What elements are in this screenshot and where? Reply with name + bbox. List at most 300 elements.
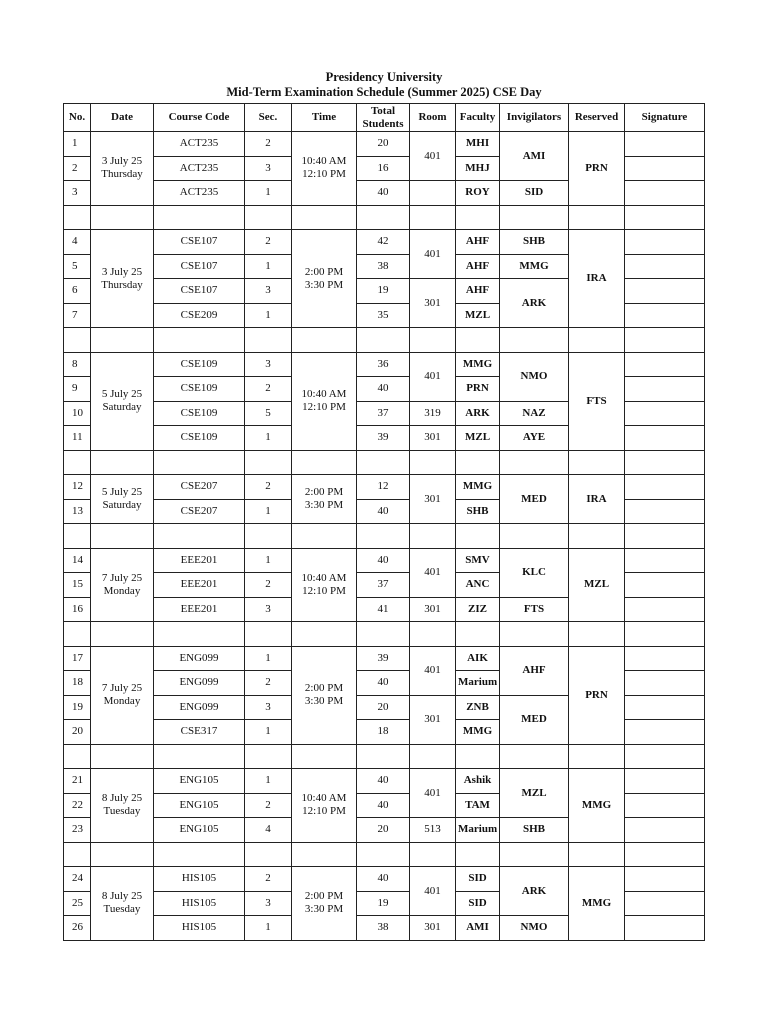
- end-time: 3:30 PM: [304, 903, 344, 916]
- empty-cell: [569, 524, 625, 549]
- total-students: 20: [357, 818, 410, 843]
- separator-row: [64, 524, 705, 549]
- row-number: 22: [64, 793, 91, 818]
- row-number: 18: [64, 671, 91, 696]
- empty-cell: [357, 744, 410, 769]
- signature-cell: [625, 426, 705, 451]
- empty-cell: [292, 205, 357, 230]
- total-students: 19: [357, 279, 410, 304]
- empty-cell: [245, 328, 292, 353]
- invigilator-cell: SHB: [500, 818, 569, 843]
- date-text: 5 July 25: [101, 388, 143, 400]
- faculty: ZIZ: [456, 597, 500, 622]
- course-code: ENG105: [154, 769, 245, 794]
- weekday-text: Thursday: [101, 168, 143, 181]
- room-cell: 401: [410, 352, 456, 401]
- room-cell: 301: [410, 597, 456, 622]
- faculty: MMG: [456, 352, 500, 377]
- row-number: 19: [64, 695, 91, 720]
- empty-cell: [91, 328, 154, 353]
- section: 3: [245, 597, 292, 622]
- section: 1: [245, 720, 292, 745]
- empty-cell: [410, 450, 456, 475]
- signature-cell: [625, 230, 705, 255]
- university-name: Presidency University: [325, 70, 443, 84]
- signature-cell: [625, 279, 705, 304]
- empty-cell: [292, 744, 357, 769]
- separator-row: [64, 622, 705, 647]
- course-code: EEE201: [154, 548, 245, 573]
- section: 1: [245, 548, 292, 573]
- total-students: 40: [357, 793, 410, 818]
- faculty: ANC: [456, 573, 500, 598]
- faculty: SID: [456, 891, 500, 916]
- empty-cell: [500, 205, 569, 230]
- empty-cell: [292, 328, 357, 353]
- empty-cell: [292, 450, 357, 475]
- section: 4: [245, 818, 292, 843]
- invigilator-cell: KLC: [500, 548, 569, 597]
- signature-cell: [625, 132, 705, 157]
- course-code: CSE107: [154, 230, 245, 255]
- section: 1: [245, 646, 292, 671]
- empty-cell: [410, 205, 456, 230]
- room-cell: 319: [410, 401, 456, 426]
- empty-cell: [456, 842, 500, 867]
- total-students: 19: [357, 891, 410, 916]
- schedule-title: Mid-Term Examination Schedule (Summer 2025) CSE Day: [226, 85, 542, 99]
- course-code: ENG099: [154, 646, 245, 671]
- invigilator-cell: MMG: [500, 254, 569, 279]
- signature-cell: [625, 573, 705, 598]
- empty-cell: [154, 622, 245, 647]
- total-students: 40: [357, 671, 410, 696]
- invigilator-cell: SID: [500, 181, 569, 206]
- room-cell: 401: [410, 230, 456, 279]
- time-cell: [292, 548, 357, 622]
- header-invigilators: Invigilators: [500, 104, 569, 132]
- date-cell: [91, 475, 154, 524]
- room-cell: 401: [410, 548, 456, 597]
- header-total-students: Total Students: [357, 104, 410, 132]
- faculty: ZNB: [456, 695, 500, 720]
- course-code: CSE207: [154, 475, 245, 500]
- start-time: 2:00 PM: [304, 486, 344, 498]
- start-time: 2:00 PM: [304, 682, 344, 694]
- section: 2: [245, 573, 292, 598]
- table-row: [64, 769, 705, 794]
- section: 3: [245, 695, 292, 720]
- header-course-code: Course Code: [154, 104, 245, 132]
- total-students: 38: [357, 916, 410, 941]
- room-cell: 301: [410, 475, 456, 524]
- header-sec: Sec.: [245, 104, 292, 132]
- signature-cell: [625, 646, 705, 671]
- table-row: [64, 646, 705, 671]
- header-room: Room: [410, 104, 456, 132]
- signature-cell: [625, 793, 705, 818]
- total-students: 40: [357, 181, 410, 206]
- date-cell: [91, 352, 154, 450]
- header-no: No.: [64, 104, 91, 132]
- date-cell: [91, 646, 154, 744]
- header-reserved: Reserved: [569, 104, 625, 132]
- empty-cell: [410, 328, 456, 353]
- empty-cell: [410, 622, 456, 647]
- weekday-text: Saturday: [102, 499, 142, 511]
- date-cell: [91, 230, 154, 328]
- date-cell: [91, 132, 154, 206]
- course-code: CSE209: [154, 303, 245, 328]
- faculty: Ashik: [456, 769, 500, 794]
- faculty: ROY: [456, 181, 500, 206]
- room-cell: 401: [410, 132, 456, 181]
- faculty: SID: [456, 867, 500, 892]
- faculty: Marium: [456, 818, 500, 843]
- total-students: 18: [357, 720, 410, 745]
- empty-cell: [154, 842, 245, 867]
- section: 2: [245, 793, 292, 818]
- empty-cell: [245, 524, 292, 549]
- time-cell: [292, 646, 357, 744]
- empty-cell: [569, 622, 625, 647]
- empty-cell: [625, 842, 705, 867]
- empty-cell: [500, 744, 569, 769]
- signature-cell: [625, 548, 705, 573]
- room-cell: 301: [410, 279, 456, 328]
- empty-cell: [500, 524, 569, 549]
- invigilator-cell: SHB: [500, 230, 569, 255]
- course-code: ENG099: [154, 695, 245, 720]
- invigilator-cell: MED: [500, 475, 569, 524]
- start-time: 2:00 PM: [304, 890, 344, 903]
- signature-cell: [625, 181, 705, 206]
- empty-cell: [91, 524, 154, 549]
- empty-cell: [625, 622, 705, 647]
- section: 2: [245, 671, 292, 696]
- reserved-cell: IRA: [569, 230, 625, 328]
- end-time: 3:30 PM: [304, 499, 344, 511]
- end-time: 12:10 PM: [302, 401, 346, 413]
- date-text: 5 July 25: [101, 486, 143, 498]
- reserved-cell: PRN: [569, 646, 625, 744]
- course-code: CSE109: [154, 377, 245, 402]
- empty-cell: [500, 328, 569, 353]
- empty-cell: [64, 524, 91, 549]
- signature-cell: [625, 303, 705, 328]
- room-cell: [410, 181, 456, 206]
- invigilator-cell: AHF: [500, 646, 569, 695]
- reserved-cell: IRA: [569, 475, 625, 524]
- weekday-text: Thursday: [101, 278, 143, 291]
- date-text: 3 July 25: [101, 265, 143, 278]
- empty-cell: [245, 744, 292, 769]
- total-students: 38: [357, 254, 410, 279]
- row-number: 24: [64, 867, 91, 892]
- total-students: 40: [357, 769, 410, 794]
- empty-cell: [410, 744, 456, 769]
- section: 2: [245, 377, 292, 402]
- course-code: CSE107: [154, 254, 245, 279]
- room-cell: 513: [410, 818, 456, 843]
- empty-cell: [91, 744, 154, 769]
- faculty: SHB: [456, 499, 500, 524]
- empty-cell: [569, 328, 625, 353]
- total-students: 40: [357, 548, 410, 573]
- section: 2: [245, 867, 292, 892]
- invigilator-cell: ARK: [500, 279, 569, 328]
- exam-schedule-table: [63, 103, 705, 941]
- room-cell: 301: [410, 916, 456, 941]
- reserved-cell: FTS: [569, 352, 625, 450]
- time-cell: [292, 769, 357, 843]
- reserved-cell: PRN: [569, 132, 625, 206]
- signature-cell: [625, 891, 705, 916]
- time-cell: [292, 132, 357, 206]
- weekday-text: Tuesday: [103, 805, 141, 818]
- row-number: 5: [64, 254, 91, 279]
- weekday-text: Saturday: [102, 401, 142, 413]
- total-students: 40: [357, 377, 410, 402]
- room-cell: 401: [410, 646, 456, 695]
- empty-cell: [500, 622, 569, 647]
- total-students: 42: [357, 230, 410, 255]
- invigilator-cell: NMO: [500, 916, 569, 941]
- row-number: 14: [64, 548, 91, 573]
- date-text: 8 July 25: [101, 890, 143, 903]
- empty-cell: [154, 205, 245, 230]
- empty-cell: [625, 328, 705, 353]
- total-students: 16: [357, 156, 410, 181]
- empty-cell: [456, 450, 500, 475]
- section: 1: [245, 181, 292, 206]
- course-code: EEE201: [154, 597, 245, 622]
- row-number: 13: [64, 499, 91, 524]
- empty-cell: [91, 622, 154, 647]
- empty-cell: [64, 450, 91, 475]
- empty-cell: [292, 622, 357, 647]
- date-cell: [91, 548, 154, 622]
- table-row: [64, 132, 705, 157]
- row-number: 11: [64, 426, 91, 451]
- reserved-cell: MMG: [569, 867, 625, 941]
- time-cell: [292, 475, 357, 524]
- start-time: 10:40 AM: [301, 155, 347, 168]
- weekday-text: Tuesday: [103, 903, 141, 916]
- header-date: Date: [91, 104, 154, 132]
- section: 1: [245, 916, 292, 941]
- row-number: 4: [64, 230, 91, 255]
- room-cell: 301: [410, 695, 456, 744]
- course-code: HIS105: [154, 916, 245, 941]
- course-code: ACT235: [154, 132, 245, 157]
- empty-cell: [569, 744, 625, 769]
- total-students: 40: [357, 867, 410, 892]
- start-time: 10:40 AM: [301, 792, 347, 805]
- row-number: 7: [64, 303, 91, 328]
- empty-cell: [91, 205, 154, 230]
- section: 2: [245, 475, 292, 500]
- faculty: TAM: [456, 793, 500, 818]
- total-students: 36: [357, 352, 410, 377]
- signature-cell: [625, 156, 705, 181]
- empty-cell: [357, 450, 410, 475]
- empty-cell: [245, 450, 292, 475]
- faculty: AIK: [456, 646, 500, 671]
- start-time: 10:40 AM: [301, 388, 347, 400]
- empty-cell: [64, 744, 91, 769]
- empty-cell: [154, 744, 245, 769]
- empty-cell: [245, 622, 292, 647]
- invigilator-cell: NMO: [500, 352, 569, 401]
- schedule-body: [64, 132, 705, 941]
- row-number: 6: [64, 279, 91, 304]
- section: 1: [245, 254, 292, 279]
- separator-row: [64, 328, 705, 353]
- total-students: 41: [357, 597, 410, 622]
- total-students: 39: [357, 646, 410, 671]
- row-number: 23: [64, 818, 91, 843]
- signature-cell: [625, 867, 705, 892]
- total-students: 35: [357, 303, 410, 328]
- section: 3: [245, 352, 292, 377]
- empty-cell: [154, 450, 245, 475]
- time-cell: [292, 352, 357, 450]
- room-cell: 401: [410, 769, 456, 818]
- weekday-text: Monday: [103, 584, 141, 597]
- course-code: CSE207: [154, 499, 245, 524]
- separator-row: [64, 450, 705, 475]
- faculty: MMG: [456, 720, 500, 745]
- separator-row: [64, 744, 705, 769]
- date-text: 7 July 25: [101, 571, 143, 584]
- faculty: AHF: [456, 230, 500, 255]
- header-time: Time: [292, 104, 357, 132]
- empty-cell: [91, 450, 154, 475]
- empty-cell: [357, 328, 410, 353]
- row-number: 3: [64, 181, 91, 206]
- section: 1: [245, 769, 292, 794]
- faculty: SMV: [456, 548, 500, 573]
- empty-cell: [154, 524, 245, 549]
- section: 2: [245, 132, 292, 157]
- row-number: 25: [64, 891, 91, 916]
- row-number: 21: [64, 769, 91, 794]
- section: 2: [245, 230, 292, 255]
- separator-row: [64, 205, 705, 230]
- empty-cell: [456, 744, 500, 769]
- invigilator-cell: MED: [500, 695, 569, 744]
- end-time: 3:30 PM: [304, 695, 344, 707]
- empty-cell: [64, 622, 91, 647]
- faculty: MZL: [456, 303, 500, 328]
- total-students: 20: [357, 695, 410, 720]
- header-faculty: Faculty: [456, 104, 500, 132]
- empty-cell: [456, 328, 500, 353]
- date-cell: [91, 867, 154, 941]
- course-code: CSE107: [154, 279, 245, 304]
- section: 3: [245, 891, 292, 916]
- section: 3: [245, 156, 292, 181]
- empty-cell: [569, 450, 625, 475]
- end-time: 12:10 PM: [302, 805, 346, 818]
- empty-cell: [569, 205, 625, 230]
- course-code: ENG105: [154, 793, 245, 818]
- header-signature: Signature: [625, 104, 705, 132]
- signature-cell: [625, 377, 705, 402]
- table-row: [64, 867, 705, 892]
- time-cell: [292, 867, 357, 941]
- start-time: 2:00 PM: [304, 265, 344, 278]
- table-row: [64, 352, 705, 377]
- empty-cell: [456, 524, 500, 549]
- separator-row: [64, 842, 705, 867]
- section: 1: [245, 303, 292, 328]
- signature-cell: [625, 499, 705, 524]
- empty-cell: [569, 842, 625, 867]
- header-row: [64, 104, 705, 132]
- signature-cell: [625, 671, 705, 696]
- end-time: 3:30 PM: [304, 278, 344, 291]
- row-number: 15: [64, 573, 91, 598]
- faculty: AMI: [456, 916, 500, 941]
- signature-cell: [625, 254, 705, 279]
- signature-cell: [625, 695, 705, 720]
- weekday-text: Monday: [103, 695, 141, 707]
- course-code: ENG099: [154, 671, 245, 696]
- end-time: 12:10 PM: [302, 584, 346, 597]
- room-cell: 401: [410, 867, 456, 916]
- row-number: 1: [64, 132, 91, 157]
- course-code: ACT235: [154, 156, 245, 181]
- empty-cell: [456, 205, 500, 230]
- invigilator-cell: MZL: [500, 769, 569, 818]
- faculty: MHJ: [456, 156, 500, 181]
- empty-cell: [625, 744, 705, 769]
- table-row: [64, 548, 705, 573]
- course-code: CSE317: [154, 720, 245, 745]
- empty-cell: [500, 450, 569, 475]
- empty-cell: [625, 524, 705, 549]
- faculty: Marium: [456, 671, 500, 696]
- invigilator-cell: AMI: [500, 132, 569, 181]
- empty-cell: [357, 622, 410, 647]
- faculty: AHF: [456, 254, 500, 279]
- course-code: CSE109: [154, 426, 245, 451]
- date-text: 7 July 25: [101, 682, 143, 694]
- section: 1: [245, 499, 292, 524]
- empty-cell: [64, 842, 91, 867]
- invigilator-cell: AYE: [500, 426, 569, 451]
- table-row: [64, 230, 705, 255]
- signature-cell: [625, 818, 705, 843]
- signature-cell: [625, 352, 705, 377]
- date-cell: [91, 769, 154, 843]
- empty-cell: [357, 524, 410, 549]
- empty-cell: [410, 524, 456, 549]
- row-number: 12: [64, 475, 91, 500]
- faculty: PRN: [456, 377, 500, 402]
- row-number: 2: [64, 156, 91, 181]
- empty-cell: [357, 842, 410, 867]
- section: 1: [245, 426, 292, 451]
- total-students: 12: [357, 475, 410, 500]
- invigilator-cell: FTS: [500, 597, 569, 622]
- signature-cell: [625, 475, 705, 500]
- empty-cell: [245, 842, 292, 867]
- total-students: 37: [357, 573, 410, 598]
- empty-cell: [410, 842, 456, 867]
